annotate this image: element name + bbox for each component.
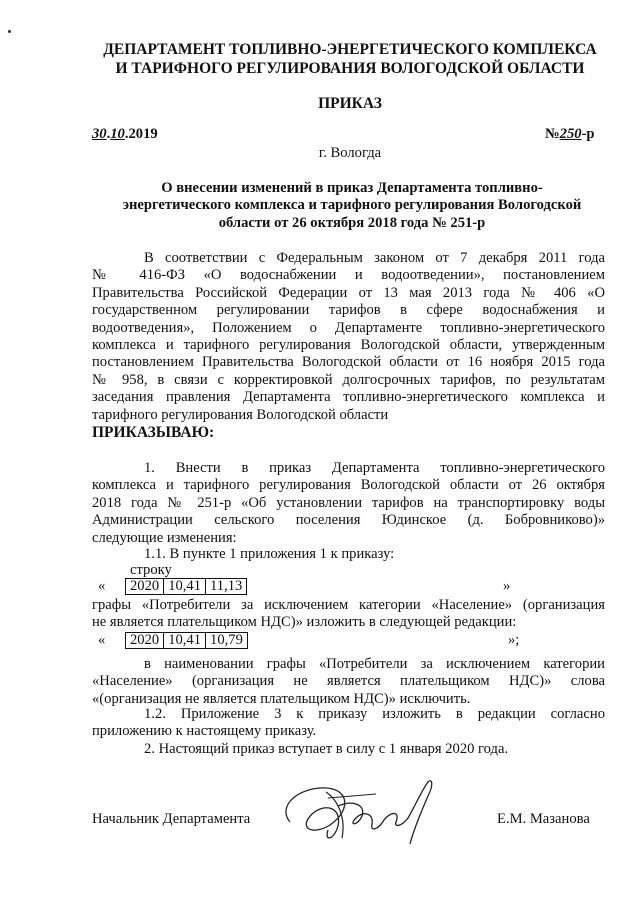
order-word: ПРИКАЗЫВАЮ:: [92, 424, 215, 441]
cell-tariff-1: 10,41: [164, 579, 206, 595]
table-row: [126, 633, 248, 649]
signature-name: Е.М. Мазанова: [497, 811, 590, 827]
cell-tariff-2: 10,79: [206, 633, 248, 649]
rate-table-old: [125, 578, 247, 595]
cell-year: 2020: [126, 633, 164, 649]
date-year: .2019: [124, 126, 158, 142]
header-line-1: ДЕПАРТАМЕНТ ТОПЛИВНО-ЭНЕРГЕТИЧЕСКОГО КОМПЛЕКСА: [103, 41, 597, 58]
number-value: 250: [559, 126, 582, 142]
rate-table-new: [125, 632, 248, 649]
table-row: [126, 579, 247, 595]
order-subject: О внесении изменений в приказ Департамента топливно- энергетического комплекса и тарифного регулирования Вологодской области от 26 октября 2018 года № 251-р: [122, 180, 582, 231]
department-header: [60, 40, 640, 78]
order-date: 30.10.2019: [92, 126, 158, 142]
item-2: 2. Настоящий приказ вступает в силу с 1 января 2020 года.: [144, 741, 509, 757]
order-number: №250-р: [545, 126, 595, 142]
date-day: 30: [92, 126, 107, 142]
stroku-label: строку: [130, 562, 224, 579]
signature-position: Начальник Департамента: [92, 811, 251, 827]
item-1-1: 1.1. В пункте 1 приложения 1 к приказу:: [144, 546, 395, 562]
doc-type: ПРИКАЗ: [318, 95, 382, 112]
item-1-2: 1.2. Приложение 3 к приказу изложить в редакции согласно приложению к настоящему приказу.: [92, 706, 605, 740]
header-line-2: И ТАРИФНОГО РЕГУЛИРОВАНИЯ ВОЛОГОДСКОЙ ОБЛАСТИ: [115, 60, 585, 77]
rename-paragraph: в наименовании графы «Потребители за исключением категории «Население» (организация не является плательщиком НДС)» слова «(организация не является плательщиком НДС)» исключить.: [92, 656, 605, 707]
cell-tariff-2: 11,13: [206, 579, 247, 595]
date-month: 10: [110, 126, 125, 142]
stray-mark: [8, 30, 11, 33]
cell-year: 2020: [126, 579, 164, 595]
handwritten-signature: [268, 770, 468, 850]
cell-tariff-1: 10,41: [164, 633, 206, 649]
city: г. Вологда: [318, 145, 382, 161]
item-1: 1. Внести в приказ Департамента топливно-энергетического комплекса и тарифного регулирования Вологодской области от 26 октября 2018 года № 251-р «Об установлении тарифов на транспортировку воды Администрации сельского поселения Юдинское (д. Бобровниково)» следующие изменения:: [92, 460, 605, 546]
graph-paragraph: графы «Потребители за исключением категории «Население» (организация не является плательщиком НДС)» изложить в следующей редакции:: [92, 597, 605, 631]
preamble: В соответствии с Федеральным законом от 7 декабря 2011 года № 416-ФЗ «О водоснабжении и водоотведении», постановлением Правительства Российской Федерации от 13 мая 2013 года № 406 «О государственном регулировании тарифов в сфере водоснабжения и водоотведения», Положением о Департаменте топливно-энергетического комплекса и тарифного регулирования Вологодской области, утвержденным постановлением Правительства Вологодской области от 16 ноября 2015 года № 958, в связи с корректировкой долгосрочных тарифов, по результатам заседания правления Департамента топливно-энергетического комплекса и тарифного регулирования Вологодской области: [92, 250, 605, 423]
